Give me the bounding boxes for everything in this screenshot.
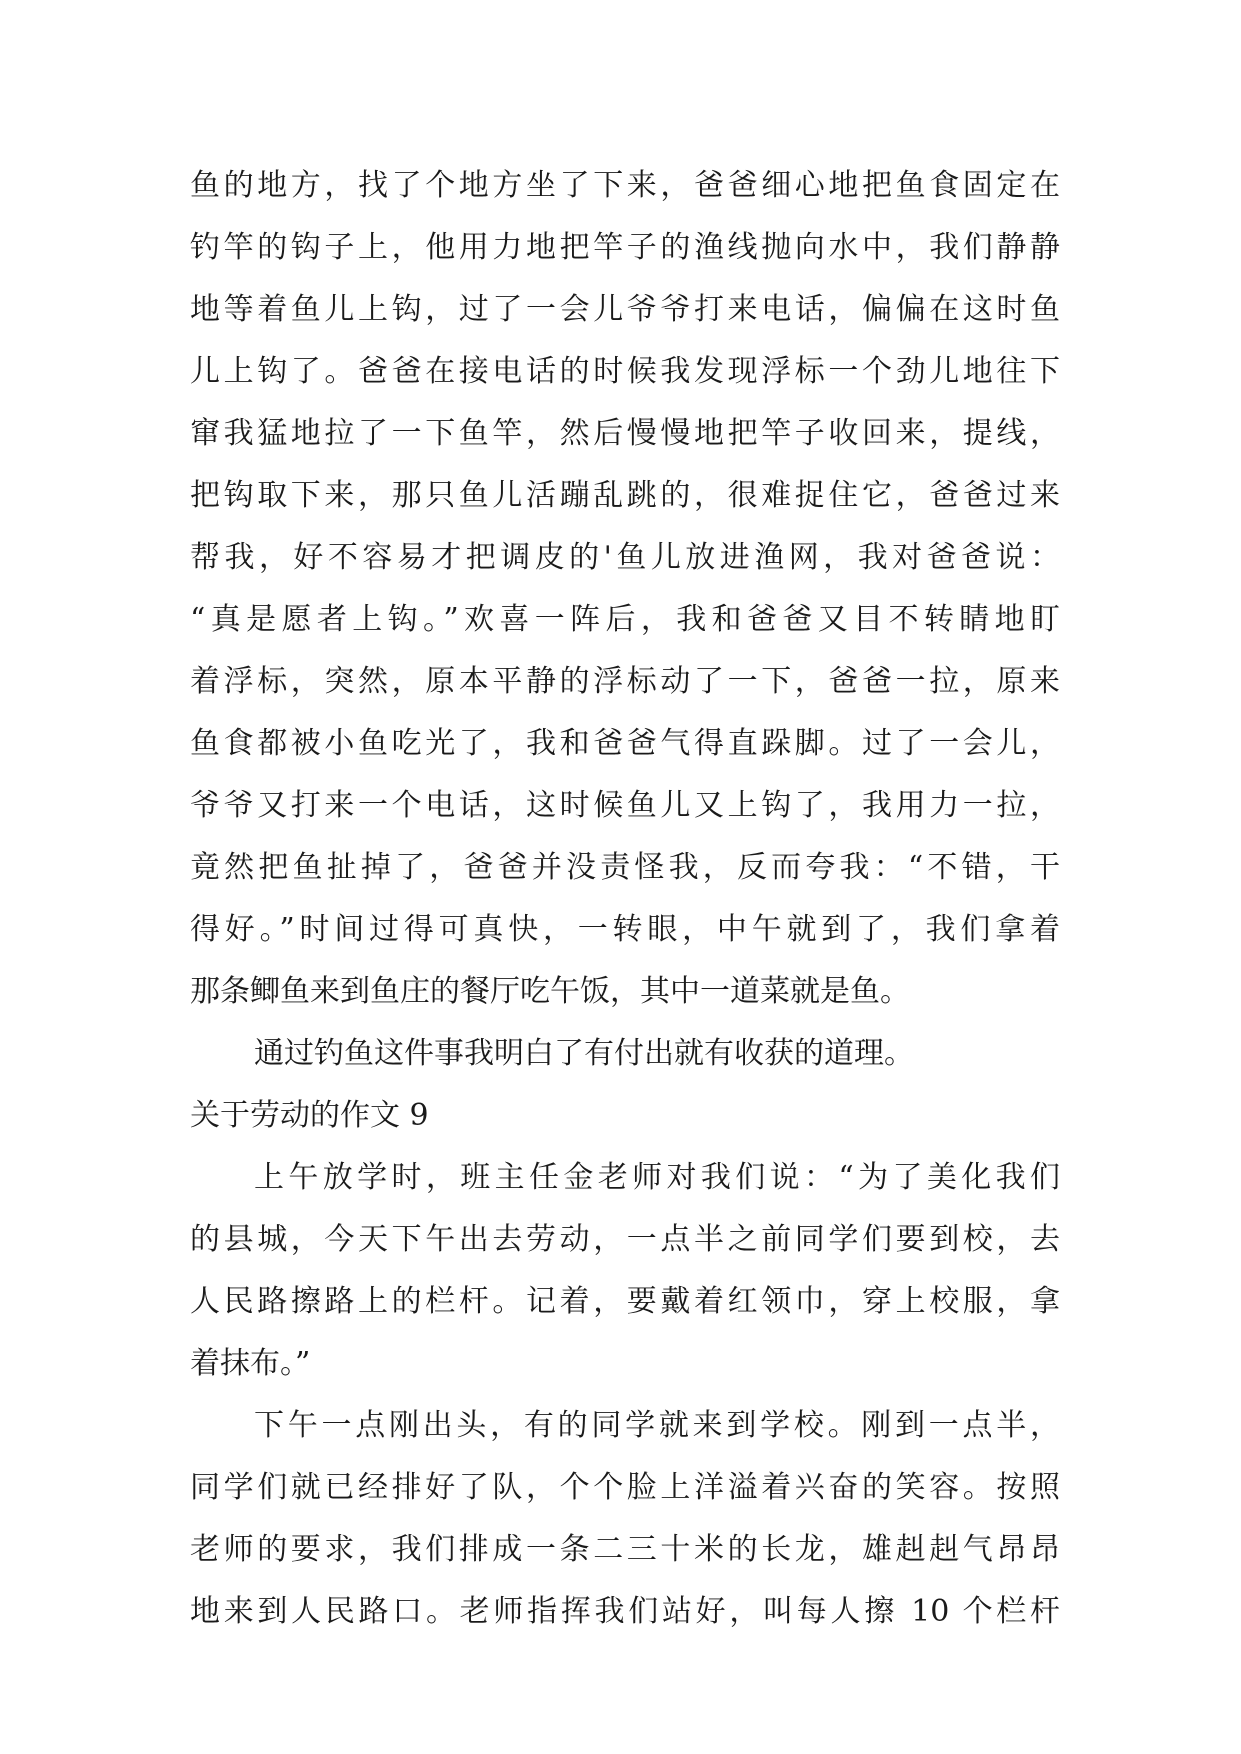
text-line: 得好。”时间过得可真快，一转眼，中午就到了，我们拿着 <box>190 912 1060 947</box>
text-line: 把钩取下来，那只鱼儿活蹦乱跳的，很难捉住它，爸爸过来 <box>190 478 1060 513</box>
text-line: 那条鲫鱼来到鱼庄的餐厅吃午饭，其中一道菜就是鱼。 <box>190 974 910 1009</box>
text-line: 的县城，今天下午出去劳动，一点半之前同学们要到校，去 <box>190 1222 1060 1257</box>
text-line: 竟然把鱼扯掉了，爸爸并没责怪我，反而夸我：“不错，干 <box>190 850 1060 885</box>
text-line: 着浮标，突然，原本平静的浮标动了一下，爸爸一拉，原来 <box>190 664 1060 699</box>
text-line: 鱼的地方，找了个地方坐了下来，爸爸细心地把鱼食固定在 <box>190 168 1060 203</box>
text-line: 老师的要求，我们排成一条二三十米的长龙，雄赳赳气昂昂 <box>190 1532 1060 1567</box>
text-line: 儿上钩了。爸爸在接电话的时候我发现浮标一个劲儿地往下 <box>190 354 1060 389</box>
essay-body <box>190 155 1060 1643</box>
paragraph-line: 通过钓鱼这件事我明白了有付出就有收获的道理。 <box>254 1036 914 1071</box>
text-line: 帮我，好不容易才把调皮的'鱼儿放进渔网，我对爸爸说： <box>190 540 1060 575</box>
text-line: 钓竿的钩子上，他用力地把竿子的渔线抛向水中，我们静静 <box>190 230 1060 265</box>
text-line: 窜我猛地拉了一下鱼竿，然后慢慢地把竿子收回来，提线， <box>190 416 1060 451</box>
text-line: 着抹布。” <box>190 1346 311 1381</box>
text-line: “真是愿者上钩。”欢喜一阵后，我和爸爸又目不转睛地盯 <box>190 602 1060 637</box>
text-line: 鱼食都被小鱼吃光了，我和爸爸气得直跺脚。过了一会儿， <box>190 726 1060 761</box>
paragraph-line: 上午放学时，班主任金老师对我们说：“为了美化我们 <box>254 1160 1060 1195</box>
section-heading: 关于劳动的作文 9 <box>190 1098 429 1133</box>
paragraph-line: 下午一点刚出头，有的同学就来到学校。刚到一点半， <box>254 1408 1060 1443</box>
text-line: 人民路擦路上的栏杆。记着，要戴着红领巾，穿上校服，拿 <box>190 1284 1060 1319</box>
text-line: 地等着鱼儿上钩，过了一会儿爷爷打来电话，偏偏在这时鱼 <box>190 292 1060 327</box>
text-line: 地来到人民路口。老师指挥我们站好，叫每人擦 10 个栏杆 <box>190 1594 1060 1629</box>
text-line: 爷爷又打来一个电话，这时候鱼儿又上钩了，我用力一拉， <box>190 788 1060 823</box>
text-line: 同学们就已经排好了队，个个脸上洋溢着兴奋的笑容。按照 <box>190 1470 1060 1505</box>
